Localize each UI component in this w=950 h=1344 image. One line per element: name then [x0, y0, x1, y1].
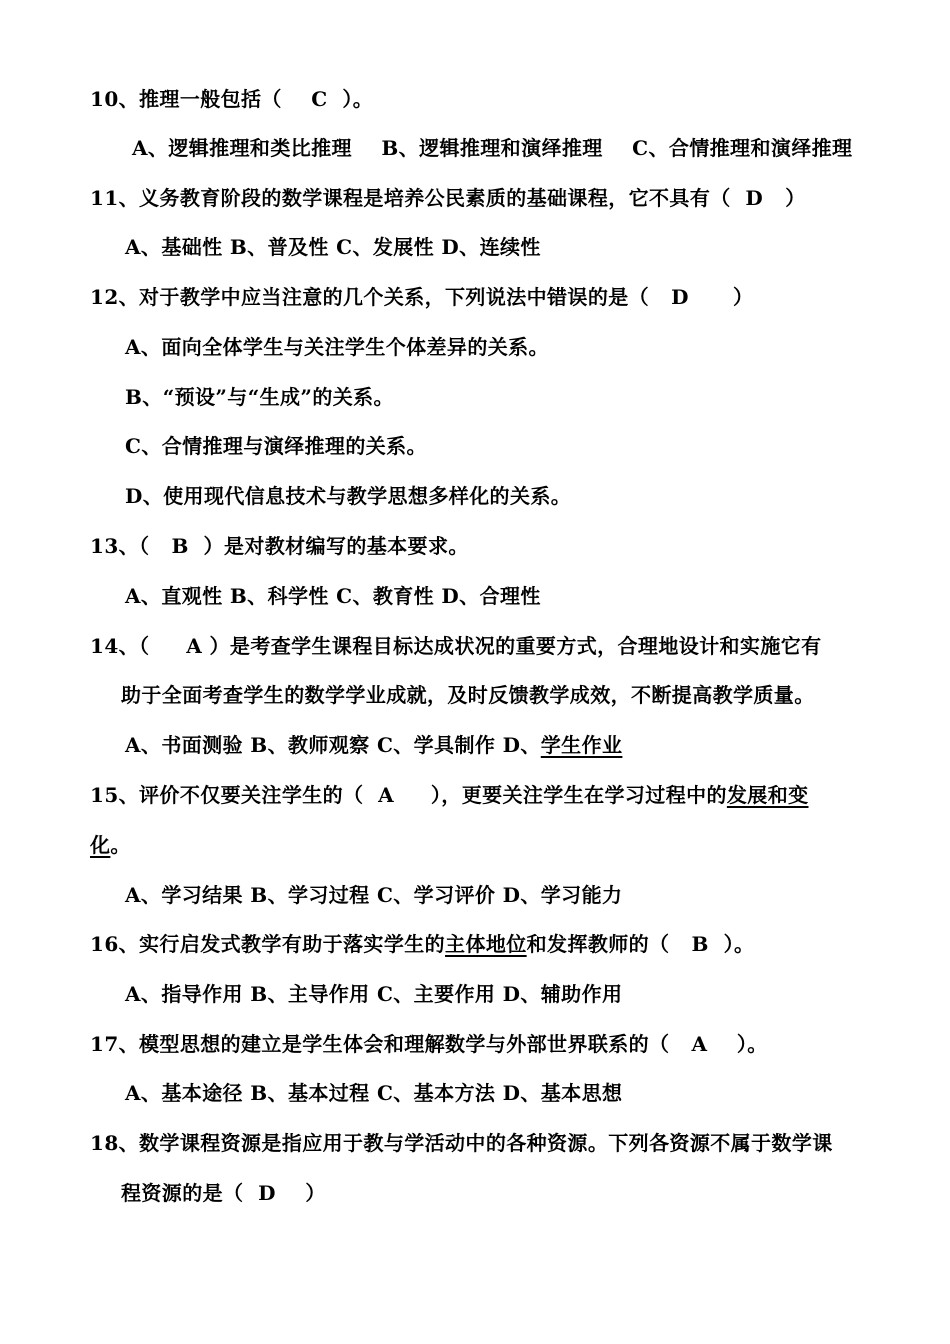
question-15-stem-end: 。 [110, 833, 131, 857]
question-10-options: A、逻辑推理和类比推理 B、逻辑推理和演绎推理 C、合情推理和演绎推理 [132, 136, 853, 160]
question-12-option-c: C、合情推理与演绎推理的关系。 [125, 434, 427, 458]
question-12-option-a: A、面向全体学生与关注学生个体差异的关系。 [125, 335, 549, 359]
question-15-stem-continued [90, 830, 131, 860]
question-15-stem-text: 15、评价不仅要关注学生的（ A ），更要关注学生在学习过程中的 [90, 783, 727, 807]
question-14-stem-continued: 助于全面考查学生的数学学业成就，及时反馈教学成效，不断提高教学质量。 [121, 683, 815, 707]
question-16-options: A、指导作用 B、主导作用 C、主要作用 D、辅助作用 [125, 982, 623, 1006]
question-15-options: A、学习结果 B、学习过程 C、学习评价 D、学习能力 [125, 883, 623, 907]
question-11-options: A、基础性 B、普及性 C、发展性 D、连续性 [125, 235, 541, 259]
question-12-stem: 12、对于教学中应当注意的几个关系，下列说法中错误的是（ D ） [90, 285, 754, 309]
question-15-underlined-cont: 化 [90, 833, 111, 857]
question-16-underlined-text: 主体地位 [445, 932, 527, 956]
question-15-stem [90, 780, 809, 810]
question-17-options: A、基本途径 B、基本过程 C、基本方法 D、基本思想 [125, 1081, 623, 1105]
question-11-stem: 11、义务教育阶段的数学课程是培养公民素质的基础课程，它不具有（ D ） [90, 186, 806, 210]
question-14-underlined-option: 学生作业 [540, 733, 623, 757]
question-13-stem: 13、（ B ）是对教材编写的基本要求。 [90, 534, 469, 558]
question-12-option-d: D、使用现代信息技术与教学思想多样化的关系。 [125, 484, 572, 508]
question-14-options [125, 730, 622, 760]
question-17-stem: 17、模型思想的建立是学生体会和理解数学与外部世界联系的（ A ）。 [90, 1032, 768, 1056]
question-16-stem-end: 和发挥教师的（ B ）。 [526, 932, 755, 956]
question-18-stem: 18、数学课程资源是指应用于教与学活动中的各种资源。下列各资源不属于数学课 [90, 1131, 833, 1155]
question-16-stem [90, 929, 754, 959]
question-18-stem-continued: 程资源的是（ D ） [121, 1181, 326, 1205]
question-14-options-text: A、书面测验 B、教师观察 C、学具制作 D、 [125, 733, 541, 757]
question-10-stem: 10、推理一般包括（ C ）。 [90, 87, 374, 111]
question-14-stem: 14、（ A ）是考查学生课程目标达成状况的重要方式，合理地设计和实施它有 [90, 634, 822, 658]
question-13-options: A、直观性 B、科学性 C、教育性 D、合理性 [125, 584, 541, 608]
question-15-underlined-text: 发展和变 [726, 783, 809, 807]
question-16-stem-text: 16、实行启发式教学有助于落实学生的 [90, 932, 446, 956]
question-12-option-b: B、“预设”与“生成”的关系。 [125, 385, 394, 409]
